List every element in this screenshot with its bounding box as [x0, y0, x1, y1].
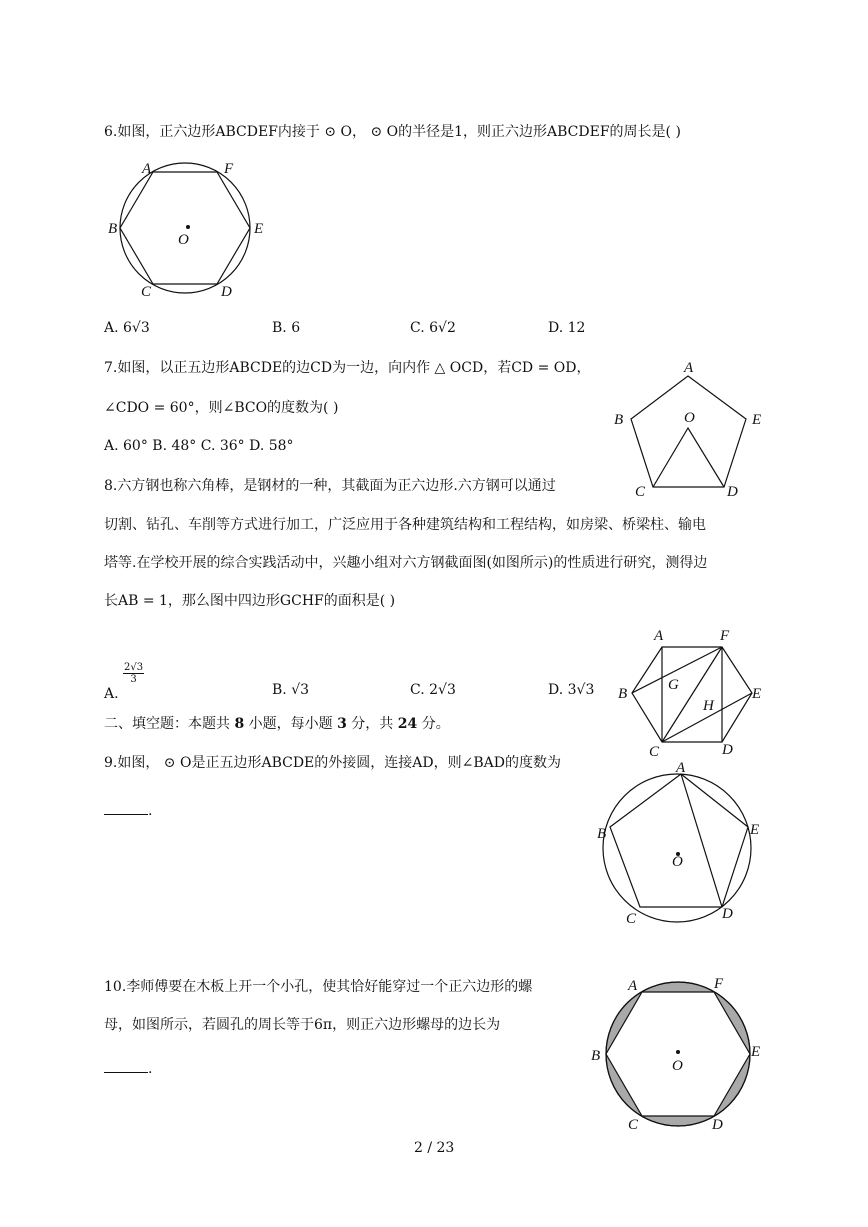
q8-label-e: E: [752, 686, 762, 702]
q10-blank[interactable]: [104, 1058, 148, 1073]
q8-label-f: F: [720, 628, 730, 644]
q8-line1: 8.六方钢也称六角棒，是钢材的一种，其截面为正六边形.六方钢可以通过: [104, 478, 556, 494]
q6-label-c: C: [141, 284, 152, 300]
q10-line1: 10.李师傅要在木板上开一个小孔，使其恰好能穿过一个正六边形的螺: [104, 979, 533, 995]
q8-line3: 塔等.在学校开展的综合实践活动中，兴趣小组对六方钢截面图(如图所示)的性质进行研究，测得边: [104, 555, 708, 571]
q6-label-a: A: [142, 161, 152, 177]
q10-center-dot: [676, 1050, 680, 1054]
q8-option-d[interactable]: D. 3√3: [548, 682, 595, 698]
q8-label-g: G: [668, 677, 679, 693]
q6-center-dot: [186, 225, 190, 229]
q6-circle: [120, 163, 250, 293]
q10-label-d: D: [712, 1117, 723, 1133]
q8-line2: 切割、钻孔、车削等方式进行加工，广泛应用于各种建筑结构和工程结构，如房梁、桥梁柱、输电: [104, 517, 706, 533]
q9-label-c: C: [626, 911, 637, 927]
q6-option-b[interactable]: B. 6: [272, 320, 301, 336]
page-number: 2 / 23: [414, 1140, 455, 1156]
q10-label-e: E: [751, 1044, 761, 1060]
q6-label-b: B: [108, 221, 118, 237]
q10-label-o: O: [672, 1058, 683, 1074]
q9-answer-line[interactable]: .: [104, 800, 152, 821]
q6-figure: [104, 155, 274, 300]
section-heading: 二、填空题：本题共 8 小题，每小题 3 分，共 24 分。: [104, 716, 450, 732]
q8-line-cf: [662, 647, 722, 742]
q8-label-b: B: [618, 686, 628, 702]
q8-label-d: D: [722, 742, 733, 758]
q9-label-e: E: [750, 822, 760, 838]
q9-line-ad: [681, 774, 722, 907]
q8-line4: 长AB = 1，那么图中四边形GCHF的面积是( ): [104, 593, 396, 609]
q8-option-c[interactable]: C. 2√3: [410, 682, 456, 698]
q10-label-f: F: [714, 976, 724, 992]
q6-option-d[interactable]: D. 12: [548, 320, 586, 336]
q10-answer-line[interactable]: .: [104, 1058, 152, 1079]
q10-figure: [588, 966, 768, 1136]
q7-label-o: O: [684, 410, 695, 426]
q6-label-o: O: [178, 232, 189, 248]
q7-label-b: B: [614, 412, 624, 428]
q10-line2: 母，如图所示，若圆孔的周长等于6π，则正六边形螺母的边长为: [104, 1017, 501, 1033]
q7-label-c: C: [635, 484, 646, 500]
q7-line2: ∠CDO = 60°，则∠BCO的度数为( ): [104, 400, 339, 416]
q7-pentagon: [631, 376, 746, 487]
q7-triangle: [653, 428, 724, 487]
q7-label-e: E: [752, 412, 762, 428]
q9-line1: 9.如图， ⊙ O是正五边形ABCDE的外接圆，连接AD，则∠BAD的度数为: [104, 755, 561, 771]
q6-option-c[interactable]: C. 6√2: [410, 320, 456, 336]
q6-option-a[interactable]: A. 6√3: [104, 320, 150, 336]
q9-label-b: B: [597, 826, 607, 842]
q9-label-o: O: [672, 854, 683, 870]
q8-option-a[interactable]: A. $\frac{2√3}{3}$: [104, 662, 144, 702]
q9-blank[interactable]: [104, 800, 148, 815]
q9-figure: [590, 760, 770, 930]
q8-label-c: C: [649, 744, 660, 760]
q8-label-a: A: [654, 628, 664, 644]
q6-label-d: D: [221, 284, 232, 300]
q9-label-a: A: [676, 760, 686, 776]
q7-line1: 7.如图，以正五边形ABCDE的边CD为一边，向内作 △ OCD，若CD = OD，: [104, 360, 591, 376]
q6-text: 6.如图，正六边形ABCDEF内接于 ⊙ O， ⊙ O的半径是1，则正六边形ABCDEF的周长是( ): [104, 124, 681, 140]
q7-label-d: D: [727, 484, 738, 500]
q10-label-a: A: [628, 978, 638, 994]
q7-options[interactable]: A. 60° B. 48° C. 36° D. 58°: [104, 438, 294, 454]
q8-figure: [612, 624, 772, 760]
q8-option-b[interactable]: B. √3: [272, 682, 310, 698]
q7-label-a: A: [684, 360, 694, 376]
q6-label-f: F: [224, 161, 234, 177]
q7-figure: [606, 356, 776, 501]
q10-label-c: C: [628, 1117, 639, 1133]
q9-circle: [603, 774, 751, 922]
q9-label-d: D: [722, 906, 733, 922]
q8-label-h: H: [703, 698, 714, 714]
q6-label-e: E: [254, 221, 264, 237]
q6-hexagon: [120, 172, 250, 284]
q10-label-b: B: [591, 1048, 601, 1064]
